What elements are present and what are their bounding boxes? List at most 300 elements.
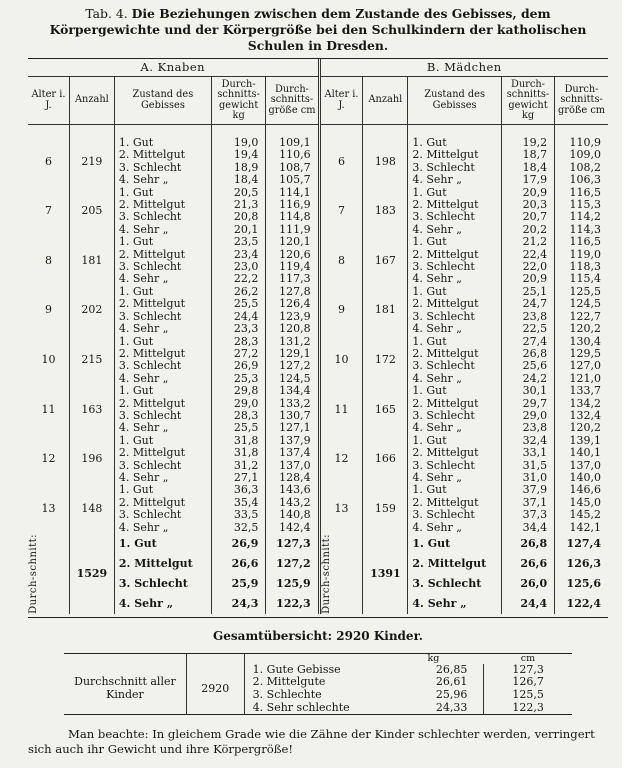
condition-cell: 3. Schlecht — [114, 509, 211, 521]
height-cell: 128,4 — [266, 472, 319, 484]
condition-cell: 3. Schlecht — [114, 261, 211, 273]
weight-cell: 33,5 — [211, 509, 265, 521]
height-cell: 146,6 — [555, 484, 608, 496]
weight-cell: 22,0 — [501, 261, 554, 273]
note: Man beachte: In gleichem Grade wie die Zähne der Kinder schlechter werden, verringert sich auch ihr Gewicht und ihre Körpergröße! — [28, 727, 595, 757]
weight-cell: 18,9 — [211, 162, 265, 174]
average-label: Durch-schnitt: — [320, 534, 332, 614]
weight-cell: 36,3 — [211, 484, 265, 496]
condition-cell: 2. Mittelgut — [408, 298, 502, 310]
overview-condition: 2. Mittelgute — [244, 676, 399, 689]
age-cell: 9 — [319, 286, 363, 336]
average-label: Durch-schnitt: — [28, 534, 39, 614]
age-cell: 6 — [319, 137, 363, 187]
table-row — [28, 410, 608, 422]
condition-cell: 4. Sehr „ — [408, 472, 502, 484]
overview-weight: 26,85 — [435, 662, 468, 676]
weight-cell: 28,3 — [211, 410, 265, 422]
weight-cell: 32,5 — [211, 522, 265, 534]
weight-cell: 23,5 — [211, 236, 265, 248]
height-cell: 125,9 — [266, 574, 319, 594]
table-row — [28, 522, 608, 534]
condition-cell: 2. Mittelgut — [114, 298, 211, 310]
height-cell: 123,9 — [266, 311, 319, 323]
count-cell: 198 — [363, 137, 408, 187]
condition-cell: 4. Sehr „ — [408, 373, 502, 385]
condition-cell: 1. Gut — [114, 385, 211, 397]
height-cell: 129,5 — [555, 348, 608, 360]
col-weight: Durch-schnitts-gewicht kg — [211, 77, 265, 125]
count-cell: 183 — [363, 187, 408, 237]
table-row — [28, 211, 608, 223]
table-row — [28, 447, 608, 459]
table-row — [28, 385, 608, 397]
table-row — [28, 348, 608, 360]
table-title — [28, 6, 608, 54]
col-age: Alter i. J. — [319, 77, 363, 125]
weight-cell: 23,8 — [501, 422, 554, 434]
main-table — [28, 58, 608, 618]
condition-cell: 2. Mittelgut — [114, 199, 211, 211]
condition-cell: 1. Gut — [114, 137, 211, 149]
table-title-text: Die Beziehungen zwischen dem Zustande des Gebisses, dem Körpergewichte und der Körpergröße bei den Schulkindern der katholischen Schulen in Dresden. — [49, 6, 587, 53]
table-row — [28, 373, 608, 385]
condition-cell: 2. Mittelgut — [114, 497, 211, 509]
height-cell: 105,7 — [266, 174, 319, 186]
height-cell: 137,0 — [555, 460, 608, 472]
height-cell: 116,9 — [266, 199, 319, 211]
average-label-cell — [28, 534, 69, 614]
height-cell: 145,0 — [555, 497, 608, 509]
condition-cell: 4. Sehr „ — [114, 273, 211, 285]
condition-cell: 4. Sehr „ — [408, 174, 502, 186]
age-cell: 9 — [44, 303, 52, 317]
condition-cell: 3. Schlecht — [114, 311, 211, 323]
height-cell: 114,8 — [266, 211, 319, 223]
table-row — [28, 311, 608, 323]
condition-cell: 4. Sehr „ — [408, 224, 502, 236]
condition-cell: 3. Schlecht — [408, 509, 502, 521]
count-cell: 167 — [363, 236, 408, 286]
condition-cell: 2. Mittelgut — [408, 199, 502, 211]
height-cell: 109,0 — [555, 149, 608, 161]
height-cell: 133,7 — [555, 385, 608, 397]
weight-cell: 29,0 — [211, 398, 265, 410]
col-height: Durch-schnitts-größe cm — [266, 77, 319, 125]
condition-cell: 4. Sehr „ — [114, 323, 211, 335]
weight-cell: 25,5 — [211, 422, 265, 434]
condition-cell: 4. Sehr „ — [114, 224, 211, 236]
count-cell: 172 — [363, 336, 408, 386]
condition-cell: 2. Mittelgut — [114, 554, 211, 574]
table-row — [28, 360, 608, 372]
age-cell: 13 — [319, 484, 363, 534]
height-cell: 124,5 — [266, 373, 319, 385]
table-row — [28, 236, 608, 248]
condition-cell: 1. Gut — [114, 236, 211, 248]
weight-cell: 26,9 — [211, 360, 265, 372]
weight-cell: 22,5 — [501, 323, 554, 335]
height-cell: 133,2 — [266, 398, 319, 410]
overview-weight: 26,61 — [435, 675, 468, 689]
condition-cell: 4. Sehr „ — [408, 422, 502, 434]
condition-cell: 1. Gut — [408, 385, 502, 397]
condition-cell: 3. Schlecht — [408, 360, 502, 372]
condition-cell: 1. Gut — [408, 286, 502, 298]
height-cell: 142,4 — [266, 522, 319, 534]
condition-cell: 4. Sehr „ — [114, 594, 211, 614]
height-cell: 127,0 — [555, 360, 608, 372]
weight-cell: 18,4 — [501, 162, 554, 174]
height-cell: 143,6 — [266, 484, 319, 496]
table-row — [28, 224, 608, 236]
table-row — [28, 435, 608, 447]
height-cell: 122,7 — [555, 311, 608, 323]
height-cell: 118,3 — [555, 261, 608, 273]
age-cell: 8 — [319, 236, 363, 286]
weight-cell: 25,3 — [211, 373, 265, 385]
height-cell: 140,1 — [555, 447, 608, 459]
condition-cell: 1. Gut — [408, 236, 502, 248]
age-cell: 8 — [44, 253, 52, 267]
condition-cell: 1. Gut — [408, 137, 502, 149]
condition-cell: 3. Schlecht — [114, 211, 211, 223]
condition-cell: 3. Schlecht — [408, 410, 502, 422]
age-cell: 10 — [41, 353, 56, 367]
condition-cell: 4. Sehr „ — [114, 174, 211, 186]
condition-cell: 4. Sehr „ — [408, 522, 502, 534]
table-row — [28, 162, 608, 174]
weight-cell: 24,4 — [501, 594, 554, 614]
table-row — [28, 261, 608, 273]
weight-cell: 19,2 — [501, 137, 554, 149]
height-cell: 116,5 — [555, 187, 608, 199]
col-condition: Zustand des Gebisses — [408, 77, 502, 125]
height-cell: 130,4 — [555, 336, 608, 348]
overview-condition: 4. Sehr schlechte — [244, 702, 399, 715]
height-cell: 127,2 — [266, 360, 319, 372]
weight-cell: 25,6 — [501, 360, 554, 372]
weight-cell: 25,1 — [501, 286, 554, 298]
table-row — [28, 509, 608, 521]
height-cell: 126,3 — [555, 554, 608, 574]
height-cell: 120,6 — [266, 249, 319, 261]
height-cell: 114,1 — [266, 187, 319, 199]
count-cell: 166 — [363, 435, 408, 485]
height-cell: 110,6 — [266, 149, 319, 161]
condition-cell: 2. Mittelgut — [114, 398, 211, 410]
condition-cell: 1. Gut — [114, 435, 211, 447]
condition-cell: 1. Gut — [114, 534, 211, 554]
height-cell: 124,5 — [555, 298, 608, 310]
weight-cell: 20,1 — [211, 224, 265, 236]
table-row — [28, 298, 608, 310]
table-row — [28, 137, 608, 149]
average-row — [28, 594, 608, 614]
table-row — [28, 323, 608, 335]
height-cell: 106,3 — [555, 174, 608, 186]
height-cell: 125,6 — [555, 574, 608, 594]
weight-cell: 37,9 — [501, 484, 554, 496]
condition-cell: 3. Schlecht — [114, 162, 211, 174]
count-cell: 215 — [69, 336, 114, 386]
age-cell: 12 — [41, 452, 56, 466]
table-row — [28, 497, 608, 509]
condition-cell: 2. Mittelgut — [114, 149, 211, 161]
condition-cell: 2. Mittelgut — [408, 249, 502, 261]
col-weight: Durch-schnitts-gewicht kg — [501, 77, 554, 125]
table-row — [28, 249, 608, 261]
count-cell: 1529 — [69, 534, 114, 614]
weight-cell: 20,2 — [501, 224, 554, 236]
table-row — [28, 336, 608, 348]
weight-cell: 19,0 — [211, 137, 265, 149]
condition-cell: 3. Schlecht — [114, 360, 211, 372]
table-body — [28, 137, 608, 617]
height-cell: 139,1 — [555, 435, 608, 447]
table-row — [28, 484, 608, 496]
height-cell: 127,8 — [266, 286, 319, 298]
weight-cell: 27,4 — [501, 336, 554, 348]
weight-cell: 20,5 — [211, 187, 265, 199]
overview-height: 126,7 — [484, 676, 572, 689]
table-row — [28, 286, 608, 298]
weight-cell: 34,4 — [501, 522, 554, 534]
weight-cell: 22,4 — [501, 249, 554, 261]
condition-cell: 1. Gut — [408, 484, 502, 496]
condition-cell: 2. Mittelgut — [114, 249, 211, 261]
condition-cell: 1. Gut — [114, 484, 211, 496]
height-cell: 127,2 — [266, 554, 319, 574]
weight-cell: 20,3 — [501, 199, 554, 211]
weight-cell: 20,7 — [501, 211, 554, 223]
weight-cell: 29,7 — [501, 398, 554, 410]
table-row — [28, 422, 608, 434]
condition-cell: 2. Mittelgut — [408, 554, 502, 574]
condition-cell: 3. Schlecht — [408, 211, 502, 223]
overview-table — [64, 653, 572, 715]
condition-cell: 2. Mittelgut — [408, 447, 502, 459]
weight-cell: 31,2 — [211, 460, 265, 472]
height-cell: 120,8 — [266, 323, 319, 335]
condition-cell: 2. Mittelgut — [408, 149, 502, 161]
weight-cell: 25,9 — [211, 574, 265, 594]
condition-cell: 1. Gut — [114, 286, 211, 298]
height-cell: 119,0 — [555, 249, 608, 261]
age-cell: 7 — [319, 187, 363, 237]
weight-cell: 17,9 — [501, 174, 554, 186]
weight-cell: 23,4 — [211, 249, 265, 261]
weight-cell: 26,8 — [501, 348, 554, 360]
age-cell: 11 — [319, 385, 363, 435]
height-cell: 119,4 — [266, 261, 319, 273]
count-cell: 181 — [69, 236, 114, 286]
col-age: Alter i. J. — [28, 77, 69, 125]
col-count: Anzahl — [69, 77, 114, 125]
weight-cell: 30,1 — [501, 385, 554, 397]
height-cell: 120,1 — [266, 236, 319, 248]
height-cell: 117,3 — [266, 273, 319, 285]
weight-cell: 28,3 — [211, 336, 265, 348]
weight-cell: 23,3 — [211, 323, 265, 335]
weight-cell: 26,9 — [211, 534, 265, 554]
condition-cell: 2. Mittelgut — [408, 497, 502, 509]
average-label-cell — [319, 534, 363, 614]
condition-cell: 3. Schlecht — [408, 311, 502, 323]
weight-cell: 27,1 — [211, 472, 265, 484]
height-cell: 140,8 — [266, 509, 319, 521]
overview-label: Durchschnitt aller Kinder — [74, 675, 176, 702]
height-cell: 127,4 — [555, 534, 608, 554]
overview-weight: 25,96 — [435, 688, 468, 702]
table-row — [28, 149, 608, 161]
condition-cell: 2. Mittelgut — [408, 348, 502, 360]
height-cell: 115,3 — [555, 199, 608, 211]
weight-cell: 26,2 — [211, 286, 265, 298]
height-cell: 121,0 — [555, 373, 608, 385]
height-cell: 116,5 — [555, 236, 608, 248]
height-cell: 137,0 — [266, 460, 319, 472]
height-cell: 137,4 — [266, 447, 319, 459]
height-cell: 111,9 — [266, 224, 319, 236]
col-condition: Zustand des Gebisses — [114, 77, 211, 125]
condition-cell: 2. Mittelgut — [114, 348, 211, 360]
weight-cell: 37,1 — [501, 497, 554, 509]
weight-cell: 26,8 — [501, 534, 554, 554]
condition-cell: 1. Gut — [114, 187, 211, 199]
height-cell: 120,2 — [555, 323, 608, 335]
weight-cell: 23,0 — [211, 261, 265, 273]
count-cell: 159 — [363, 484, 408, 534]
height-cell: 122,4 — [555, 594, 608, 614]
height-cell: 125,5 — [555, 286, 608, 298]
height-cell: 132,4 — [555, 410, 608, 422]
group-girls: B. Mädchen — [319, 59, 608, 77]
overview-condition: 3. Schlechte — [244, 689, 399, 702]
table-row — [28, 174, 608, 186]
weight-cell: 31,8 — [211, 447, 265, 459]
count-cell: 219 — [69, 137, 114, 187]
col-count: Anzahl — [363, 77, 408, 125]
age-cell: 12 — [319, 435, 363, 485]
col-height: Durch-schnitts-größe cm — [555, 77, 608, 125]
overview-condition: 1. Gute Gebisse — [244, 664, 399, 677]
count-cell: 202 — [69, 286, 114, 336]
weight-cell: 24,2 — [501, 373, 554, 385]
condition-cell: 4. Sehr „ — [114, 522, 211, 534]
overview-weight: 24,33 — [435, 700, 468, 714]
weight-cell: 21,3 — [211, 199, 265, 211]
count-cell: 196 — [69, 435, 114, 485]
condition-cell: 3. Schlecht — [408, 574, 502, 594]
weight-cell: 25,5 — [211, 298, 265, 310]
overview-height: 125,5 — [484, 689, 572, 702]
weight-cell: 20,9 — [501, 187, 554, 199]
weight-cell: 35,4 — [211, 497, 265, 509]
condition-cell: 4. Sehr „ — [114, 472, 211, 484]
condition-cell: 4. Sehr „ — [114, 422, 211, 434]
height-cell: 142,1 — [555, 522, 608, 534]
height-cell: 120,2 — [555, 422, 608, 434]
height-cell: 109,1 — [266, 137, 319, 149]
condition-cell: 2. Mittelgut — [114, 447, 211, 459]
unit-cm: cm — [520, 652, 536, 664]
height-cell: 126,4 — [266, 298, 319, 310]
condition-cell: 3. Schlecht — [408, 460, 502, 472]
unit-kg: kg — [427, 652, 440, 664]
height-cell: 114,3 — [555, 224, 608, 236]
weight-cell: 26,6 — [211, 554, 265, 574]
height-cell: 130,7 — [266, 410, 319, 422]
condition-cell: 4. Sehr „ — [408, 273, 502, 285]
count-cell: 163 — [69, 385, 114, 435]
height-cell: 131,2 — [266, 336, 319, 348]
condition-cell: 2. Mittelgut — [408, 398, 502, 410]
height-cell: 108,2 — [555, 162, 608, 174]
condition-cell: 3. Schlecht — [114, 460, 211, 472]
height-cell: 115,4 — [555, 273, 608, 285]
condition-cell: 3. Schlecht — [408, 162, 502, 174]
weight-cell: 29,0 — [501, 410, 554, 422]
condition-cell: 3. Schlecht — [114, 410, 211, 422]
weight-cell: 31,0 — [501, 472, 554, 484]
condition-cell: 4. Sehr „ — [408, 323, 502, 335]
height-cell: 134,2 — [555, 398, 608, 410]
overview-title: Gesamtübersicht: 2920 Kinder. — [213, 628, 423, 643]
weight-cell: 27,2 — [211, 348, 265, 360]
count-cell: 205 — [69, 187, 114, 237]
weight-cell: 26,6 — [501, 554, 554, 574]
average-row — [28, 534, 608, 554]
age-cell: 6 — [44, 154, 52, 168]
height-cell: 140,0 — [555, 472, 608, 484]
weight-cell: 21,2 — [501, 236, 554, 248]
table-row — [28, 398, 608, 410]
height-cell: 127,3 — [266, 534, 319, 554]
count-cell: 148 — [69, 484, 114, 534]
height-cell: 143,2 — [266, 497, 319, 509]
table-number: Tab. 4. — [85, 6, 128, 21]
height-cell: 127,1 — [266, 422, 319, 434]
weight-cell: 37,3 — [501, 509, 554, 521]
table-row — [28, 187, 608, 199]
height-cell: 108,7 — [266, 162, 319, 174]
condition-cell: 3. Schlecht — [408, 261, 502, 273]
average-row — [28, 574, 608, 594]
age-cell: 7 — [44, 204, 52, 218]
overview-count: 2920 — [186, 664, 244, 715]
weight-cell: 24,7 — [501, 298, 554, 310]
height-cell: 122,3 — [266, 594, 319, 614]
condition-cell: 1. Gut — [114, 336, 211, 348]
overview-height: 127,3 — [484, 664, 572, 677]
weight-cell: 24,4 — [211, 311, 265, 323]
age-cell: 11 — [41, 402, 56, 416]
weight-cell: 18,4 — [211, 174, 265, 186]
weight-cell: 23,8 — [501, 311, 554, 323]
condition-cell: 1. Gut — [408, 336, 502, 348]
overview-height: 122,3 — [484, 702, 572, 715]
height-cell: 110,9 — [555, 137, 608, 149]
weight-cell: 31,5 — [501, 460, 554, 472]
height-cell: 137,9 — [266, 435, 319, 447]
count-cell: 181 — [363, 286, 408, 336]
weight-cell: 20,9 — [501, 273, 554, 285]
condition-cell: 1. Gut — [408, 187, 502, 199]
table-row — [28, 199, 608, 211]
height-cell: 134,4 — [266, 385, 319, 397]
table-row — [28, 460, 608, 472]
